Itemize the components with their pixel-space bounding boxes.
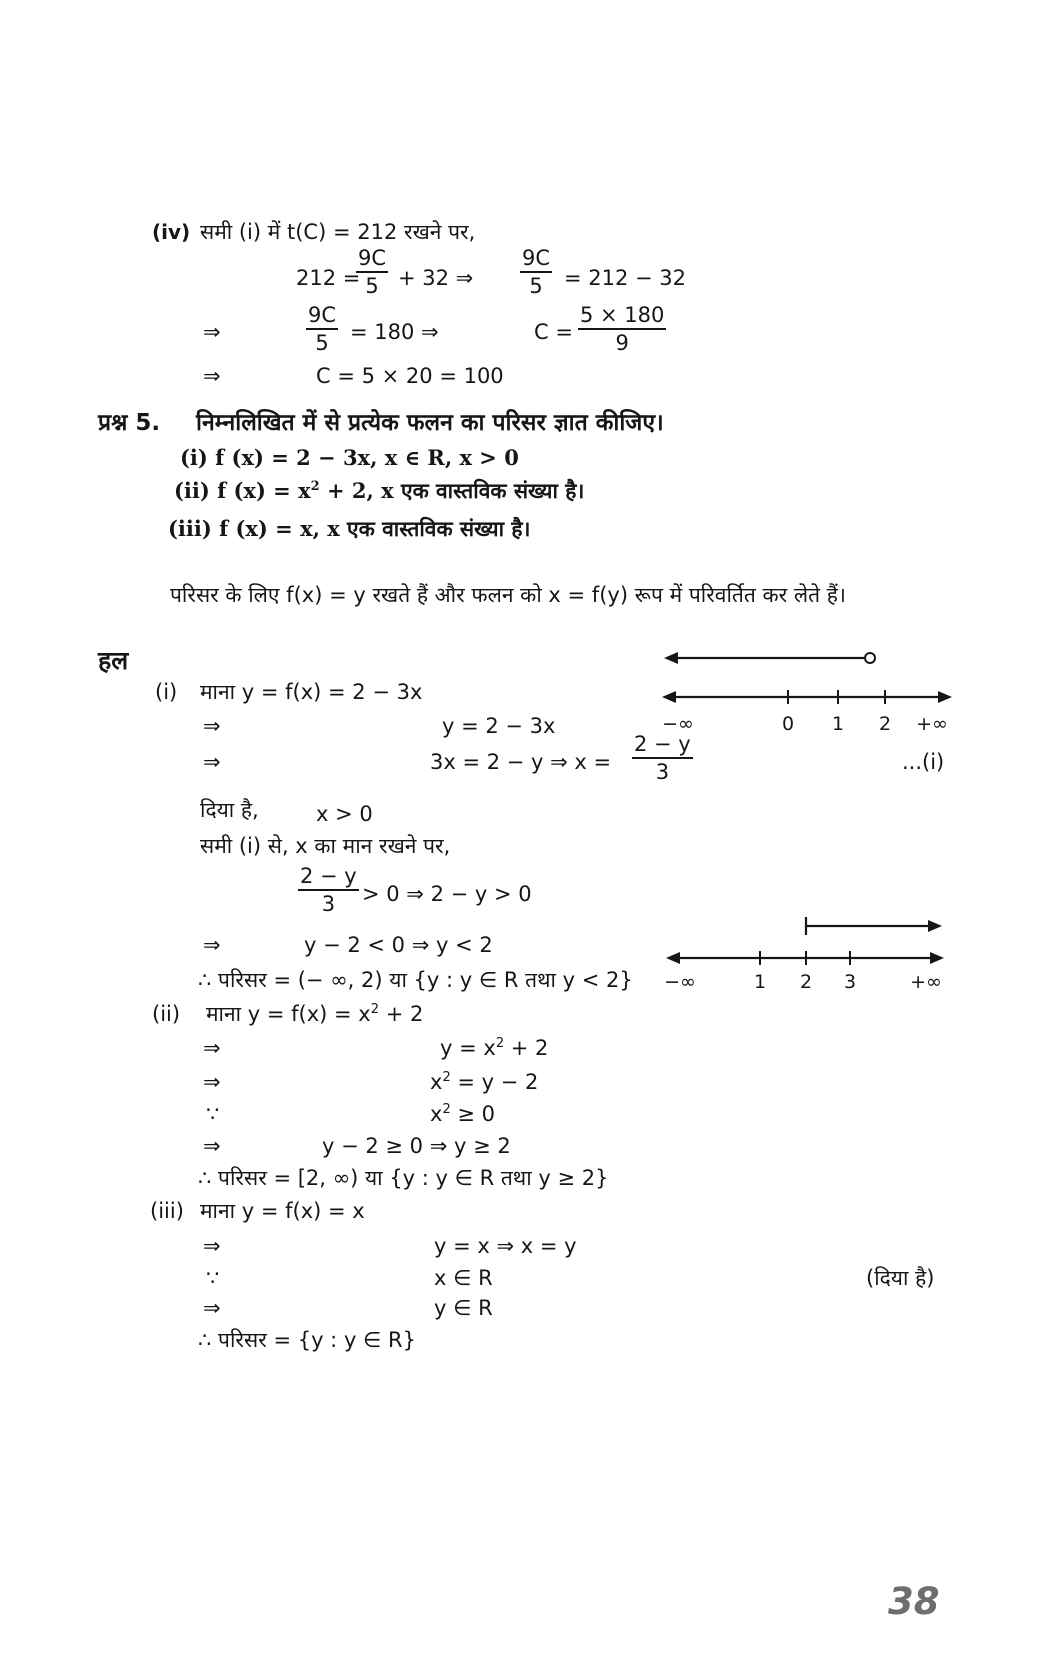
sol-ii-line3: $x^2 = y - 2$ — [430, 1070, 539, 1094]
sol-i-line2: y = 2 − 3x — [442, 714, 556, 738]
nl2-tick-1: 1 — [753, 971, 767, 993]
sol-iii-line3-arrow: ∵ — [206, 1266, 220, 1290]
hint-text: परिसर के लिए f(x) = y रखते हैं और फलन को x = f(y) रूप में परिवर्तित कर लेते हैं। — [170, 583, 846, 607]
sol-iii-line4: y ∈ R — [434, 1296, 493, 1320]
sol-i-line8: ∴ परिसर = (− ∞, 2) या {y : y ∈ R तथा y < 2} — [198, 968, 633, 992]
nl1-tick-2: 2 — [878, 713, 892, 735]
question-item-3: (iii) f (x) = x, x एक वास्तविक संख्या है। — [168, 516, 531, 541]
question-item-1: (i) f (x) = 2 − 3x, x ∈ R, x > 0 — [180, 445, 519, 470]
sol-i-line1: माना y = f(x) = 2 − 3x — [200, 680, 423, 704]
solution-heading: हल — [98, 646, 129, 675]
sol-ii-line2-arrow: ⇒ — [203, 1036, 221, 1060]
eq-iv-line1-mid: + 32 ⇒ — [398, 266, 474, 290]
nl2-tick-3: 3 — [843, 971, 857, 993]
sol-ii-line3-arrow: ⇒ — [203, 1070, 221, 1094]
sol-ii-line1: माना $y = f(x) = x^2 + 2$ — [206, 1002, 424, 1026]
sol-i-line2-arrow: ⇒ — [203, 714, 221, 738]
sol-iii-line5: ∴ परिसर = {y : y ∈ R} — [198, 1328, 416, 1352]
sol-ii-line4: $x^2 \ge 0$ — [430, 1102, 496, 1126]
nl2-tick-pos-inf: +∞ — [910, 971, 942, 993]
eq-iv-line3: C = 5 × 20 = 100 — [316, 364, 504, 388]
sol-i-line4-val: x > 0 — [316, 802, 373, 826]
nl2-tick-neg-inf: −∞ — [664, 971, 696, 993]
sol-ii-line2: $y = x^2 + 2$ — [440, 1036, 549, 1060]
sol-i-line7: y − 2 < 0 ⇒ y < 2 — [304, 933, 493, 957]
sol-iii-note: (दिया है) — [866, 1266, 935, 1290]
sol-i-line6-frac: $\frac{2 - y}{3}$ — [300, 864, 357, 916]
nl2-tick-2: 2 — [799, 971, 813, 993]
eq-iv-line2-c: C = — [534, 320, 573, 344]
eq-iv-line1-right: = 212 − 32 — [564, 266, 687, 290]
question-text: निम्नलिखित में से प्रत्येक फलन का परिसर ज्ञात कीजिए। — [196, 410, 664, 436]
eq-iv-line2-mid: = 180 ⇒ — [350, 320, 439, 344]
sol-i-line7-arrow: ⇒ — [203, 933, 221, 957]
eq-iv-line1-frac2: $\frac{9C}{5}$ — [522, 246, 551, 298]
sol-ii-line6: ∴ परिसर = [2, ∞) या {y : y ∈ R तथा y ≥ 2} — [198, 1166, 609, 1190]
number-line-2 — [660, 908, 960, 1008]
question-label: प्रश्न 5. — [98, 410, 161, 436]
sol-i-line4: दिया है, — [200, 798, 259, 822]
sol-ii-line5-arrow: ⇒ — [203, 1134, 221, 1158]
nl1-tick-1: 1 — [831, 713, 845, 735]
nl1-tick-neg-inf: −∞ — [662, 713, 694, 735]
eq-iv-line2-frac2: $\frac{5 \times 180}{9}$ — [580, 303, 665, 355]
sol-iii-label: (iii) — [150, 1199, 184, 1223]
eq-iv-line1-frac: $\frac{9C}{5}$ — [358, 246, 387, 298]
eq-iv-line1-left: 212 = — [296, 266, 361, 290]
sol-i-line3-frac: $\frac{2 - y}{3}$ — [634, 732, 691, 784]
eq-iv-line3-arrow: ⇒ — [203, 364, 221, 388]
part-iv-intro: समी (i) में t(C) = 212 रखने पर, — [200, 220, 476, 244]
sol-i-line3-arrow: ⇒ — [203, 750, 221, 774]
sol-iii-line2: y = x ⇒ x = y — [434, 1234, 577, 1258]
question-item-2: (ii) f $(x) = x^2 + 2$, x एक वास्तविक संख्या है। — [174, 478, 585, 503]
part-iv-label: (iv) — [152, 220, 191, 244]
sol-i-line3: 3x = 2 − y ⇒ x = — [430, 750, 612, 774]
eq-iv-line2-arrow: ⇒ — [203, 320, 221, 344]
nl1-tick-0: 0 — [781, 713, 795, 735]
sol-ii-line5: y − 2 ≥ 0 ⇒ y ≥ 2 — [322, 1134, 511, 1158]
sol-iii-line3: x ∈ R — [434, 1266, 493, 1290]
sol-iii-line2-arrow: ⇒ — [203, 1234, 221, 1258]
sol-ii-label: (ii) — [152, 1002, 181, 1026]
nl1-tick-pos-inf: +∞ — [916, 713, 948, 735]
number-line-1 — [660, 640, 960, 780]
sol-i-label: (i) — [155, 680, 178, 704]
sol-i-line6: > 0 ⇒ 2 − y > 0 — [362, 882, 532, 906]
sol-iii-line1: माना y = f(x) = x — [200, 1199, 365, 1223]
sol-i-ref: ...(i) — [902, 750, 945, 774]
eq-iv-line2-frac: $\frac{9C}{5}$ — [308, 303, 337, 355]
page-number: 38 — [888, 1580, 940, 1623]
sol-i-line5: समी (i) से, x का मान रखने पर, — [200, 834, 451, 858]
sol-iii-line4-arrow: ⇒ — [203, 1296, 221, 1320]
sol-ii-line4-arrow: ∵ — [206, 1102, 220, 1126]
